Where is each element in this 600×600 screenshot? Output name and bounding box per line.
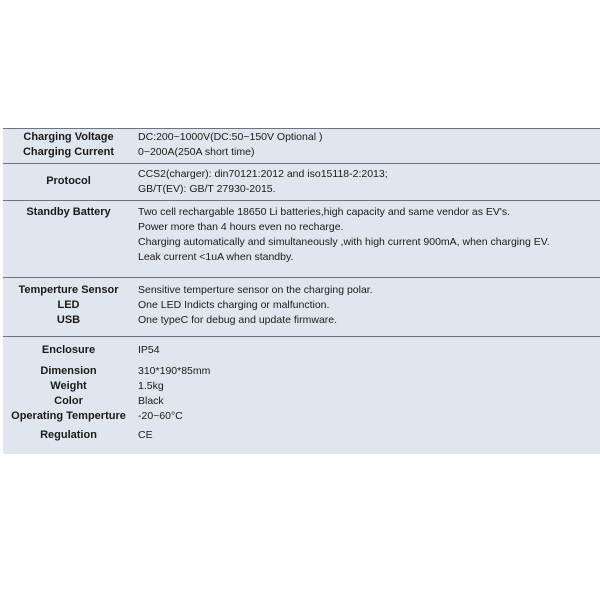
spec-value-lines <box>138 167 598 197</box>
spec-row <box>3 145 600 160</box>
spec-value-line: Power more than 4 hours even no recharge. <box>138 221 344 233</box>
spec-label: Standby Battery <box>26 206 111 218</box>
spec-value: 310*190*85mm <box>138 365 211 377</box>
spec-value-lines <box>138 205 598 265</box>
spec-label: Temperture Sensor <box>18 284 119 296</box>
spec-label: USB <box>56 314 81 326</box>
spec-label: Protocol <box>46 175 91 187</box>
spec-group-charging <box>3 128 600 164</box>
spec-label: Weight <box>50 380 87 392</box>
spec-value-line: Charging automatically and simultaneously ,with high current 900mA, when charging EV. <box>138 236 550 248</box>
spec-row <box>3 298 600 313</box>
spec-row <box>3 394 600 409</box>
spec-value-line: Two cell rechargable 18650 Li batteries,high capacity and same vendor as EV's. <box>138 206 511 218</box>
spec-table <box>3 128 600 454</box>
spec-value: 1.5kg <box>138 380 164 392</box>
spec-row <box>3 364 600 379</box>
spec-label: Enclosure <box>41 344 96 356</box>
spec-value-line: CCS2(charger): din70121:2012 and iso15118-2:2013; <box>138 168 388 180</box>
spec-group-protocol <box>3 164 600 201</box>
spec-label: Charging Voltage <box>23 131 114 143</box>
spec-value-line: Leak current <1uA when standby. <box>138 251 294 263</box>
spec-value: CE <box>138 429 153 441</box>
spec-row <box>3 130 600 145</box>
spec-label: LED <box>57 299 80 311</box>
spec-value: 0~200A(250A short time) <box>138 146 255 158</box>
spec-group-standby-battery <box>3 201 600 278</box>
spec-label: Charging Current <box>22 146 115 158</box>
spec-value: DC:200~1000V(DC:50~150V Optional ) <box>138 131 323 143</box>
spec-value-line: GB/T(EV): GB/T 27930-2015. <box>138 183 276 195</box>
spec-row <box>3 379 600 394</box>
spec-label: Color <box>54 395 83 407</box>
spec-value: One LED Indicts charging or malfunction. <box>138 299 330 311</box>
spec-row <box>3 428 600 443</box>
spec-value: Black <box>138 395 164 407</box>
spec-label: Operating Temperture <box>11 410 126 422</box>
spec-label: Regulation <box>40 429 97 441</box>
spec-row <box>3 343 600 358</box>
spec-group-io <box>3 278 600 337</box>
spec-value: -20~60°C <box>138 410 183 422</box>
spec-row <box>3 409 600 424</box>
spec-label: Dimension <box>40 365 97 377</box>
spec-group-physical <box>3 337 600 454</box>
spec-value: One typeC for debug and update firmware. <box>138 314 338 326</box>
spec-row <box>3 313 600 328</box>
spec-value: IP54 <box>138 344 160 356</box>
spec-row <box>3 283 600 298</box>
spec-value: Sensitive temperture sensor on the charging polar. <box>138 284 373 296</box>
